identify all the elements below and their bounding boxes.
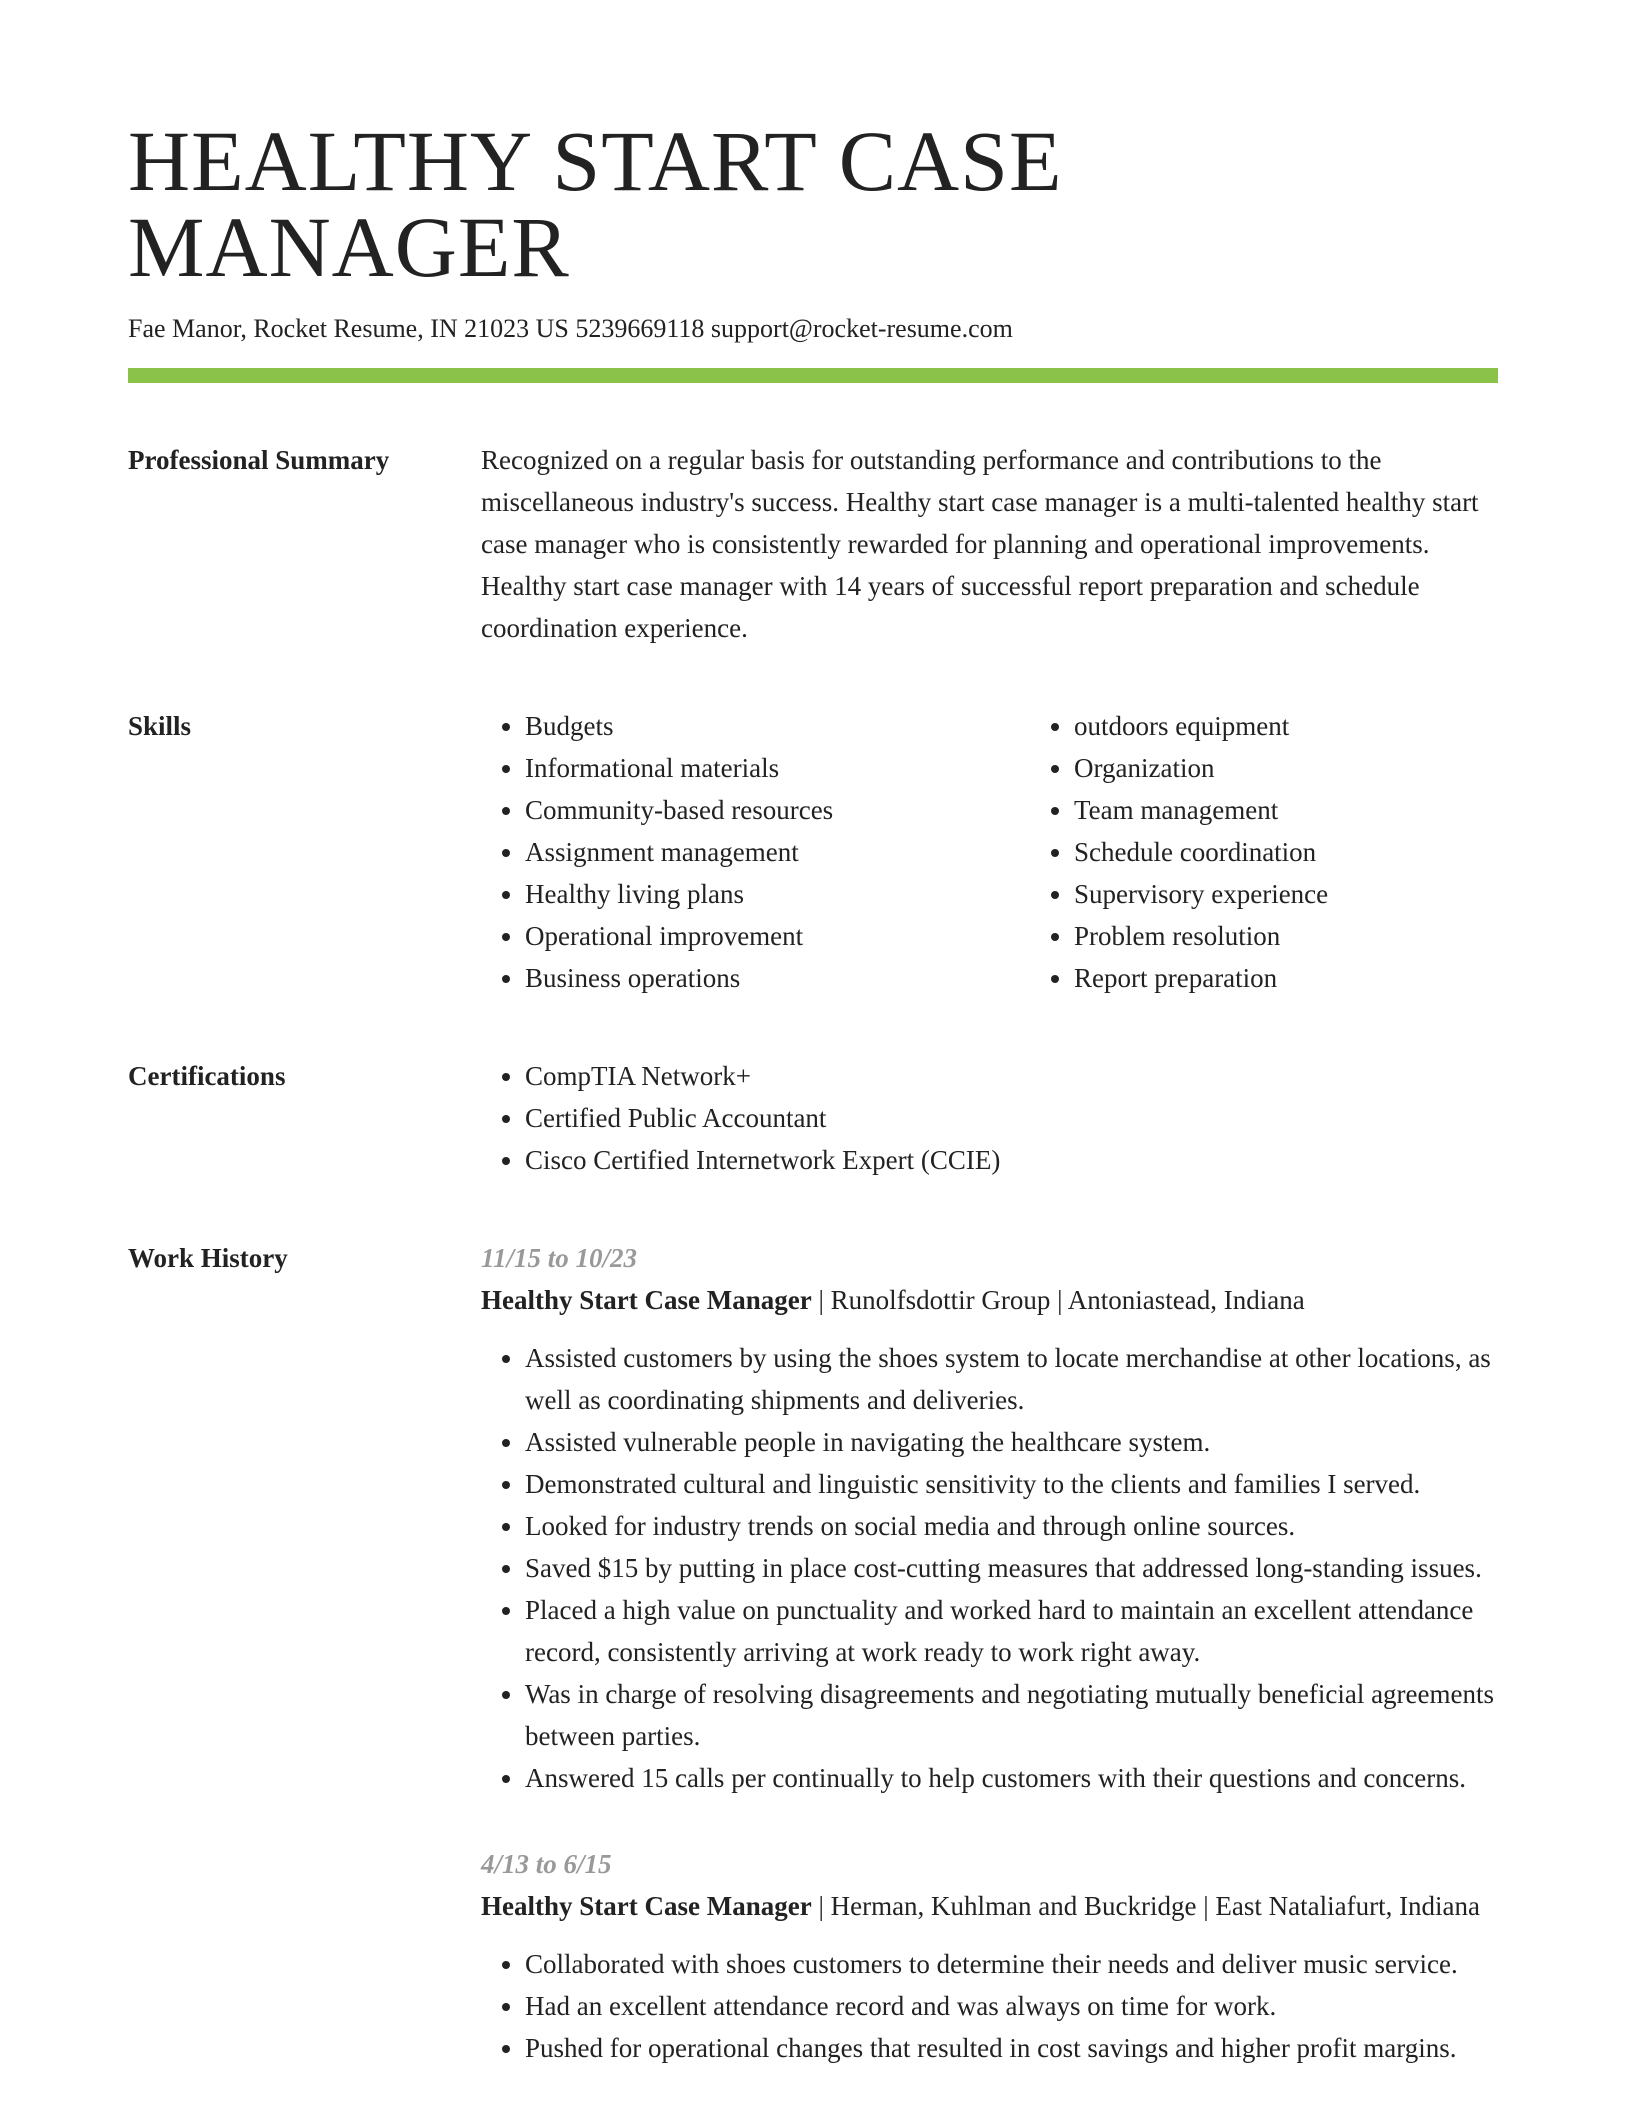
list-item: • Informational materials [525,747,1030,789]
list-item: • Placed a high value on punctuality and worked hard to maintain an excellent attendance record, consistently arriving at work ready to work right away. [525,1589,1498,1673]
job-heading [481,1279,1498,1321]
job-employer: | Herman, Kuhlman and Buckridge | East Nataliafurt, Indiana [811,1890,1481,1921]
list-item: • outdoors equipment [1074,705,1579,747]
list-item: • Answered 15 calls per continually to help customers with their questions and concerns. [525,1757,1498,1799]
list-item: • Saved $15 by putting in place cost-cutting measures that addressed long-standing issues. [525,1547,1498,1589]
list-item: • Problem resolution [1074,915,1579,957]
list-item: • Certified Public Accountant [525,1097,1498,1139]
list-item: • Assignment management [525,831,1030,873]
list-item: • Team management [1074,789,1579,831]
job-title: Healthy Start Case Manager [481,1890,812,1921]
job-dates: 11/15 to 10/23 [481,1242,638,1273]
list-item: • Organization [1074,747,1579,789]
skills-list-left [481,705,1030,999]
list-item: • Business operations [525,957,1030,999]
list-item: • Pushed for operational changes that resulted in cost savings and higher profit margins. [525,2027,1498,2069]
resume-title: HEALTHY START CASE MANAGER [128,113,1063,295]
list-item: • Report preparation [1074,957,1579,999]
accent-divider [128,368,1498,383]
list-item: • Healthy living plans [525,873,1030,915]
list-item: • Assisted vulnerable people in navigating the healthcare system. [525,1421,1498,1463]
job-dates: 4/13 to 6/15 [481,1848,612,1879]
section-title: Certifications [128,1060,286,1091]
job-bullets [481,1943,1498,2069]
job-bullets [481,1337,1498,1799]
section-title: Professional Summary [128,444,390,475]
list-item: • Assisted customers by using the shoes system to locate merchandise at other locations, as well as coordinating shipments and deliveries. [525,1337,1498,1421]
list-item: • Supervisory experience [1074,873,1579,915]
list-item: • Was in charge of resolving disagreements and negotiating mutually beneficial agreements between parties. [525,1673,1498,1757]
list-item: • Operational improvement [525,915,1030,957]
job-title: Healthy Start Case Manager [481,1284,812,1315]
skills-list-right [1030,705,1579,999]
list-item: • CompTIA Network+ [525,1055,1498,1097]
list-item: • Cisco Certified Internetwork Expert (CCIE) [525,1139,1498,1181]
job-employer: | Runolfsdottir Group | Antoniastead, Indiana [811,1284,1305,1315]
list-item: • Collaborated with shoes customers to determine their needs and deliver music service. [525,1943,1498,1985]
job-heading [481,1885,1498,1927]
summary-text: Recognized on a regular basis for outstanding performance and contributions to the miscellaneous industry's success. Healthy start case manager is a multi-talented healthy start case manager who is consistently rewarded for planning and operational improvements. Healthy start case manager with 14 years of successful report preparation and schedule coordination experience. [481,444,1479,643]
skills-section [128,705,1498,999]
list-item: • Looked for industry trends on social media and through online sources. [525,1505,1498,1547]
work-history-section [128,1237,1498,2113]
section-title: Skills [128,710,192,741]
list-item: • Community-based resources [525,789,1030,831]
section-title: Work History [128,1242,288,1273]
list-item: • Demonstrated cultural and linguistic sensitivity to the clients and families I served. [525,1463,1498,1505]
certifications-section [128,1055,1498,1181]
summary-section [128,439,1498,649]
list-item: • Schedule coordination [1074,831,1579,873]
job-entry [481,1843,1498,2069]
contact-line: Fae Manor, Rocket Resume, IN 21023 US 5239669118 support@rocket-resume.com [128,314,1013,343]
job-entry [481,1237,1498,1799]
list-item: • Budgets [525,705,1030,747]
list-item: • Had an excellent attendance record and was always on time for work. [525,1985,1498,2027]
certifications-list [481,1055,1498,1181]
